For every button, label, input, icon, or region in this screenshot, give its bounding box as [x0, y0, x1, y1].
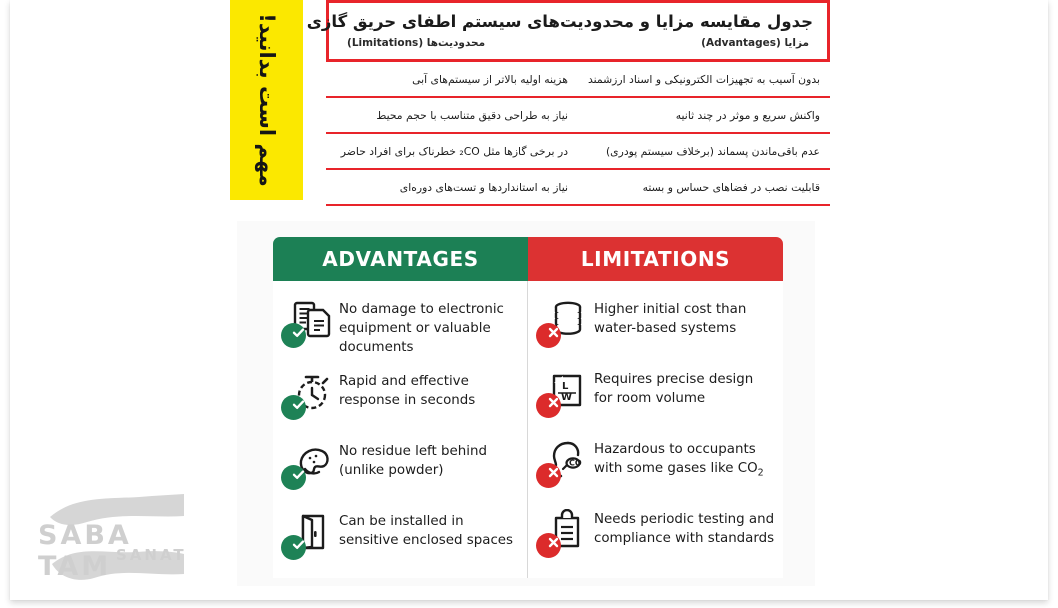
svg-text:L: L — [562, 381, 569, 392]
panel-header-advantages: ADVANTAGES — [273, 237, 528, 281]
cell-limitation: در برخی گازها مثل ₂CO خطرناک برای افراد حاضر — [340, 144, 568, 158]
coin-stack-icon — [536, 297, 590, 353]
person-breathing-gas-icon — [536, 437, 590, 493]
list-item — [536, 437, 775, 495]
list-item — [281, 439, 519, 497]
watermark-sub: SANAT — [116, 546, 187, 564]
svg-text:W: W — [561, 392, 573, 403]
cell-limitation: نیاز به استانداردها و تست‌های دوره‌ای — [399, 180, 568, 194]
table-row — [326, 170, 830, 206]
list-item-label: Rapid and effective response in seconds — [339, 374, 476, 408]
advantages-limitations-panel — [237, 221, 815, 586]
list-item-label — [594, 437, 775, 483]
advantages-column — [273, 281, 528, 578]
documents-icon — [281, 297, 335, 353]
door-icon — [281, 509, 335, 565]
table-row — [326, 134, 830, 170]
wiping-hand-icon — [281, 439, 335, 495]
list-item — [536, 297, 775, 355]
svg-text:CO: CO — [569, 458, 582, 468]
list-item-label: No residue left behind (unlike powder) — [339, 444, 487, 478]
cross-badge-icon — [536, 463, 561, 488]
clipboard-checklist-icon — [536, 507, 590, 563]
list-item-label: No damage to electronic equipment or valuable documents — [339, 302, 504, 355]
list-item — [281, 509, 519, 567]
watermark-logo — [32, 482, 207, 587]
cell-advantage: قابلیت نصب در فضاهای حساس و بسته — [642, 180, 820, 194]
table-title: جدول مقایسه مزایا و محدودیت‌های سیستم اطفای حریق گازی — [306, 12, 813, 31]
list-item-label-text: Hazardous to occupants with some gases like CO — [594, 442, 758, 476]
column-header-limitations: محدودیت‌ها (Limitations) — [347, 37, 486, 49]
limitations-column — [528, 281, 783, 578]
check-badge-icon — [281, 535, 306, 560]
panel-body — [273, 281, 783, 578]
list-item — [281, 369, 519, 427]
panel-header-limitations: LIMITATIONS — [528, 237, 783, 281]
column-header-advantages: مزایا (Advantages) — [701, 37, 809, 49]
list-item — [281, 297, 519, 357]
check-badge-icon — [281, 323, 306, 348]
panel-header — [273, 237, 783, 281]
list-item-label: Higher initial cost than water-based systems — [594, 302, 747, 336]
cell-advantage: بدون آسیب به تجهیزات الکترونیکی و اسناد ارزشمند — [587, 72, 820, 86]
list-item — [536, 507, 775, 565]
table-row — [326, 62, 830, 98]
check-badge-icon — [281, 395, 306, 420]
co2-subscript: 2 — [757, 467, 764, 479]
comparison-table — [306, 0, 830, 206]
room-dimensions-icon — [536, 367, 590, 423]
list-item — [536, 367, 775, 425]
table-column-headers — [343, 37, 813, 49]
important-note-label: مهم است بدانید! — [254, 13, 279, 187]
list-item-label: Needs periodic testing and compliance with standards — [594, 512, 775, 546]
watermark-name: SABA TAM — [38, 520, 132, 582]
cell-advantage: واکنش سریع و موثر در چند ثانیه — [675, 108, 820, 122]
list-item-label: Requires precise design for room volume — [594, 372, 754, 406]
table-header — [306, 0, 830, 62]
cross-badge-icon — [536, 323, 561, 348]
cell-advantage: عدم باقی‌ماندن پسماند (برخلاف سیستم پودری) — [605, 144, 820, 158]
cross-badge-icon — [536, 393, 561, 418]
cell-limitation: نیاز به طراحی دقیق متناسب با حجم محیط — [376, 108, 568, 122]
page-card — [10, 0, 1048, 600]
cell-limitation: هزینه اولیه بالاتر از سیستم‌های آبی — [412, 72, 568, 86]
list-item-label: Can be installed in sensitive enclosed spaces — [339, 514, 514, 548]
important-note-tab — [230, 0, 303, 200]
stopwatch-icon — [281, 369, 335, 425]
check-badge-icon — [281, 465, 306, 490]
table-row — [326, 98, 830, 134]
cross-badge-icon — [536, 533, 561, 558]
comparison-table-block — [230, 0, 830, 206]
